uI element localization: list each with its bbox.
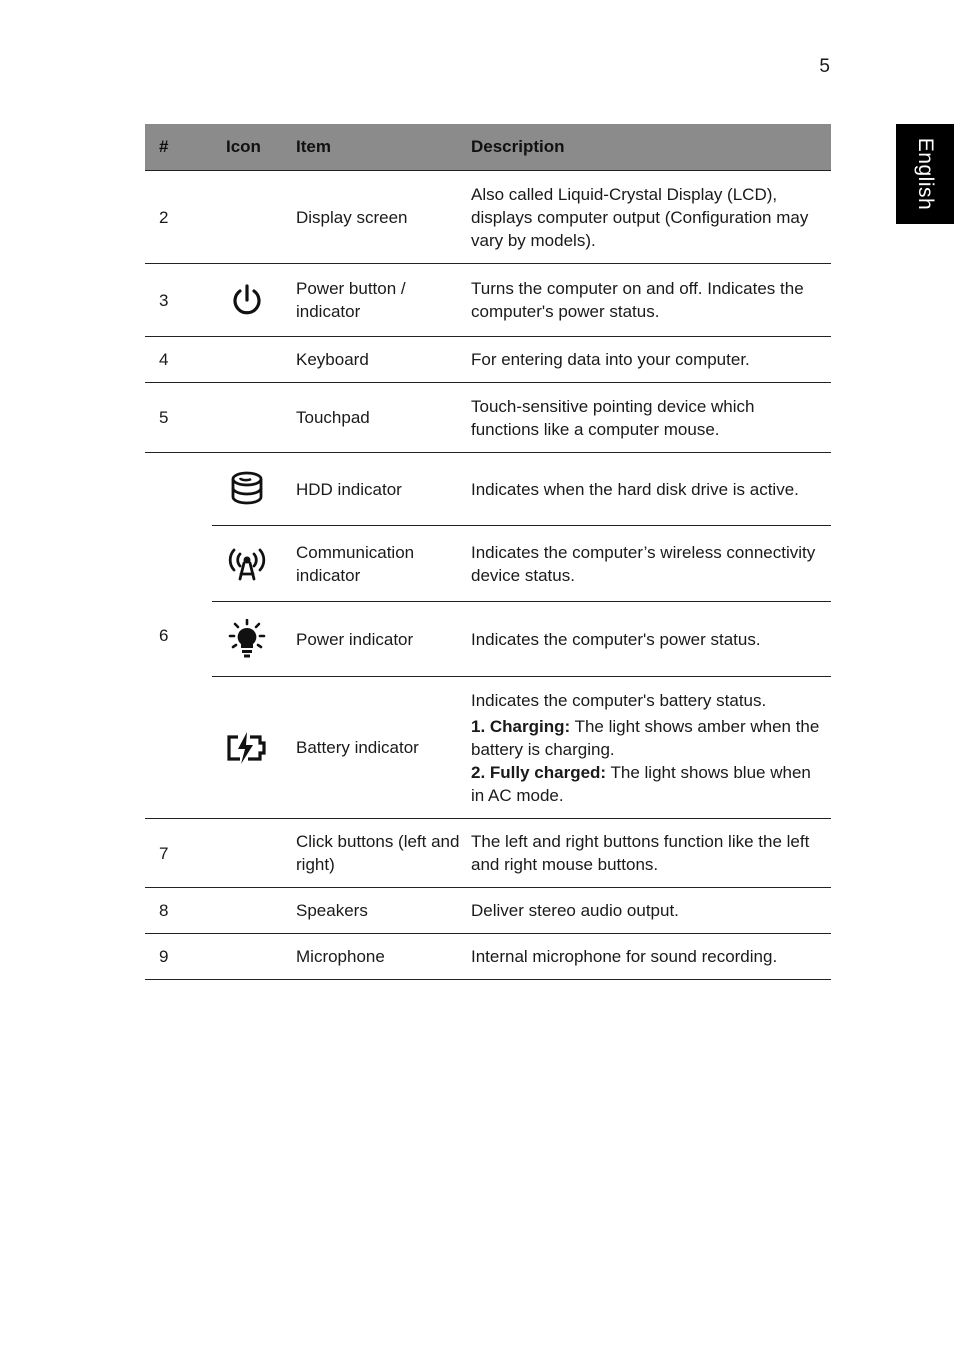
row-description: Indicates the computer’s wireless connectivity device status.: [471, 542, 816, 585]
header-icon: Icon: [226, 137, 261, 156]
table-row: [145, 171, 831, 264]
row-item: Touchpad: [296, 408, 370, 427]
row-item: HDD indicator: [296, 479, 402, 499]
hdd-icon: [229, 470, 265, 508]
page-number: 5: [819, 56, 830, 77]
table-row: [145, 264, 831, 337]
battery-icon: [224, 731, 270, 765]
table-row: [145, 934, 831, 980]
row-item: Speakers: [296, 901, 368, 920]
components-table: [145, 124, 831, 980]
table-row: [212, 677, 831, 818]
row-item: Keyboard: [296, 350, 369, 369]
row-item: Display screen: [296, 207, 408, 227]
table-row: [212, 453, 831, 526]
table-row: [212, 526, 831, 602]
battery-status-text: Indicates the computer's battery status.: [471, 690, 767, 710]
row-item: Communication indicator: [296, 542, 415, 585]
full-label: 2. Fully charged:: [471, 762, 607, 782]
charging-text: The light shows amber when the battery is charging.: [471, 716, 820, 759]
power-light-icon: [228, 619, 266, 659]
table-row: [145, 337, 831, 383]
table-header: [145, 124, 831, 171]
table-row: [145, 819, 831, 888]
row-description: Also called Liquid-Crystal Display (LCD), displays computer output (Configuration may vary by models).: [471, 184, 809, 250]
header-item: Item: [296, 137, 331, 156]
row-num: 3: [159, 290, 169, 310]
language-tab: [896, 124, 954, 224]
row-description: Turns the computer on and off. Indicates the computer's power status.: [471, 279, 804, 321]
row-item: Click buttons (left and right): [296, 832, 460, 874]
row-description: Touch-sensitive pointing device which functions like a computer mouse.: [471, 396, 755, 439]
table-row: [145, 383, 831, 453]
row-item: Power button / indicator: [296, 279, 406, 321]
row-item: Microphone: [296, 947, 385, 966]
wireless-icon: [225, 546, 269, 582]
charging-label: 1. Charging:: [471, 716, 571, 736]
row-num: 5: [159, 408, 169, 427]
table-row-group: [145, 453, 831, 819]
table-row: [212, 602, 831, 677]
row-num: 4: [159, 350, 169, 369]
row-item: Power indicator: [296, 629, 414, 649]
header-description: Description: [471, 137, 565, 156]
row-num: 2: [159, 207, 169, 227]
row-description: Indicates the computer's power status.: [471, 629, 761, 649]
row-item: Battery indicator: [296, 738, 419, 757]
full-text: The light shows blue when in AC mode.: [471, 762, 811, 805]
full-note: [471, 761, 821, 807]
row-num: 6: [159, 625, 169, 645]
row-num: 9: [159, 947, 169, 966]
table-row: [145, 888, 831, 934]
header-num: #: [159, 137, 169, 156]
power-button-icon: [229, 282, 265, 318]
row-description: Indicates when the hard disk drive is active.: [471, 479, 799, 499]
row-description: For entering data into your computer.: [471, 350, 750, 369]
row-num: 8: [159, 901, 169, 920]
row-description: The left and right buttons function like the left and right mouse buttons.: [471, 832, 810, 874]
row-description: [471, 689, 831, 807]
charging-note: [471, 715, 821, 761]
row-description: Internal microphone for sound recording.: [471, 947, 778, 966]
row-num: 7: [159, 843, 169, 863]
language-tab-label: English: [914, 137, 937, 211]
row-description: Deliver stereo audio output.: [471, 901, 679, 920]
